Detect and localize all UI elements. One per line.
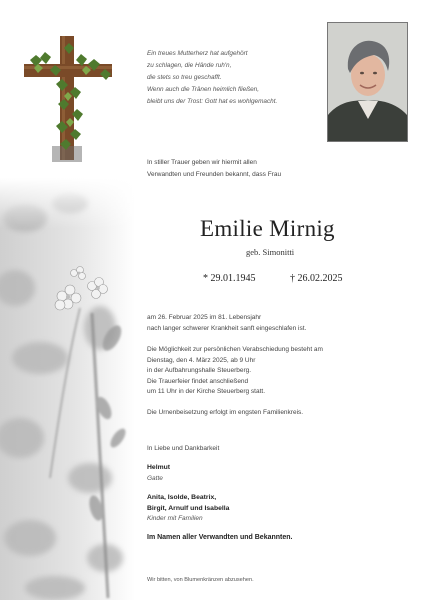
paragraph-line: in der Aufbahrungshalle Steuerberg.: [147, 367, 252, 375]
paragraph-line: um 11 Uhr in der Kirche Steuerberg statt.: [147, 388, 266, 396]
paragraph-line: nach langer schwerer Krankheit sanft eingeschlafen ist.: [147, 324, 307, 332]
paragraph-line: Dienstag, den 4. März 2025, ab 9 Uhr: [147, 356, 256, 364]
poem-line: Wenn auch die Tränen heimlich fließen,: [147, 86, 260, 93]
announcement-intro: [147, 157, 281, 181]
husband-relation: Gatte: [147, 475, 163, 482]
children-names-line: Anita, Isolde, Beatrix,: [147, 494, 217, 501]
all-relatives-line: Im Namen aller Verwandten und Bekannten.: [147, 534, 293, 541]
intro-line: Verwandten und Freunden bekannt, dass Frau: [147, 171, 282, 178]
poem-line: die stets so treu geschafft.: [147, 74, 222, 81]
farewell-paragraph: [147, 345, 323, 398]
paragraph-line: Die Möglichkeit zur persönlichen Verabschiedung besteht am: [147, 346, 323, 353]
children-relation: Kinder mit Familien: [147, 515, 203, 522]
paragraph-line: Die Urnenbeisetzung erfolgt im engsten Familienkreis.: [147, 409, 304, 416]
memorial-poem: [147, 48, 322, 108]
children-names-line: Birgit, Arnulf und Isabella: [147, 504, 230, 512]
poem-line: Ein treues Mutterherz hat aufgehört: [147, 50, 248, 57]
death-notice-paragraph: [147, 313, 306, 334]
paragraph-line: Die Trauerfeier findet anschließend: [147, 377, 249, 385]
intro-line: In stiller Trauer geben wir hiermit allen: [147, 159, 257, 166]
deceased-name: Emilie Mirnig: [200, 216, 335, 241]
poem-line: bleibt uns der Trost: Gott hat es wohlgemacht.: [147, 98, 278, 105]
closing-regards: In Liebe und Dankbarkeit: [147, 445, 220, 452]
husband-name: Helmut: [147, 464, 171, 471]
children-names: [147, 493, 229, 514]
urn-burial-paragraph: [147, 408, 303, 419]
cross-with-ivy-icon: [20, 34, 116, 162]
poem-line: zu schlagen, die Hände ruh'n,: [147, 62, 232, 69]
birth-date: * 29.01.1945: [203, 273, 256, 284]
portrait-photo: [327, 22, 408, 142]
portrait-image: [328, 23, 407, 141]
flower-background-image: [0, 178, 135, 600]
paragraph-line: am 26. Februar 2025 im 81. Lebensjahr: [147, 314, 262, 321]
maiden-name: geb. Simonitti: [246, 247, 295, 257]
death-date: † 26.02.2025: [290, 273, 343, 284]
flower-request-note: Wir bitten, von Blumenkränzen abzusehen.: [147, 577, 254, 583]
